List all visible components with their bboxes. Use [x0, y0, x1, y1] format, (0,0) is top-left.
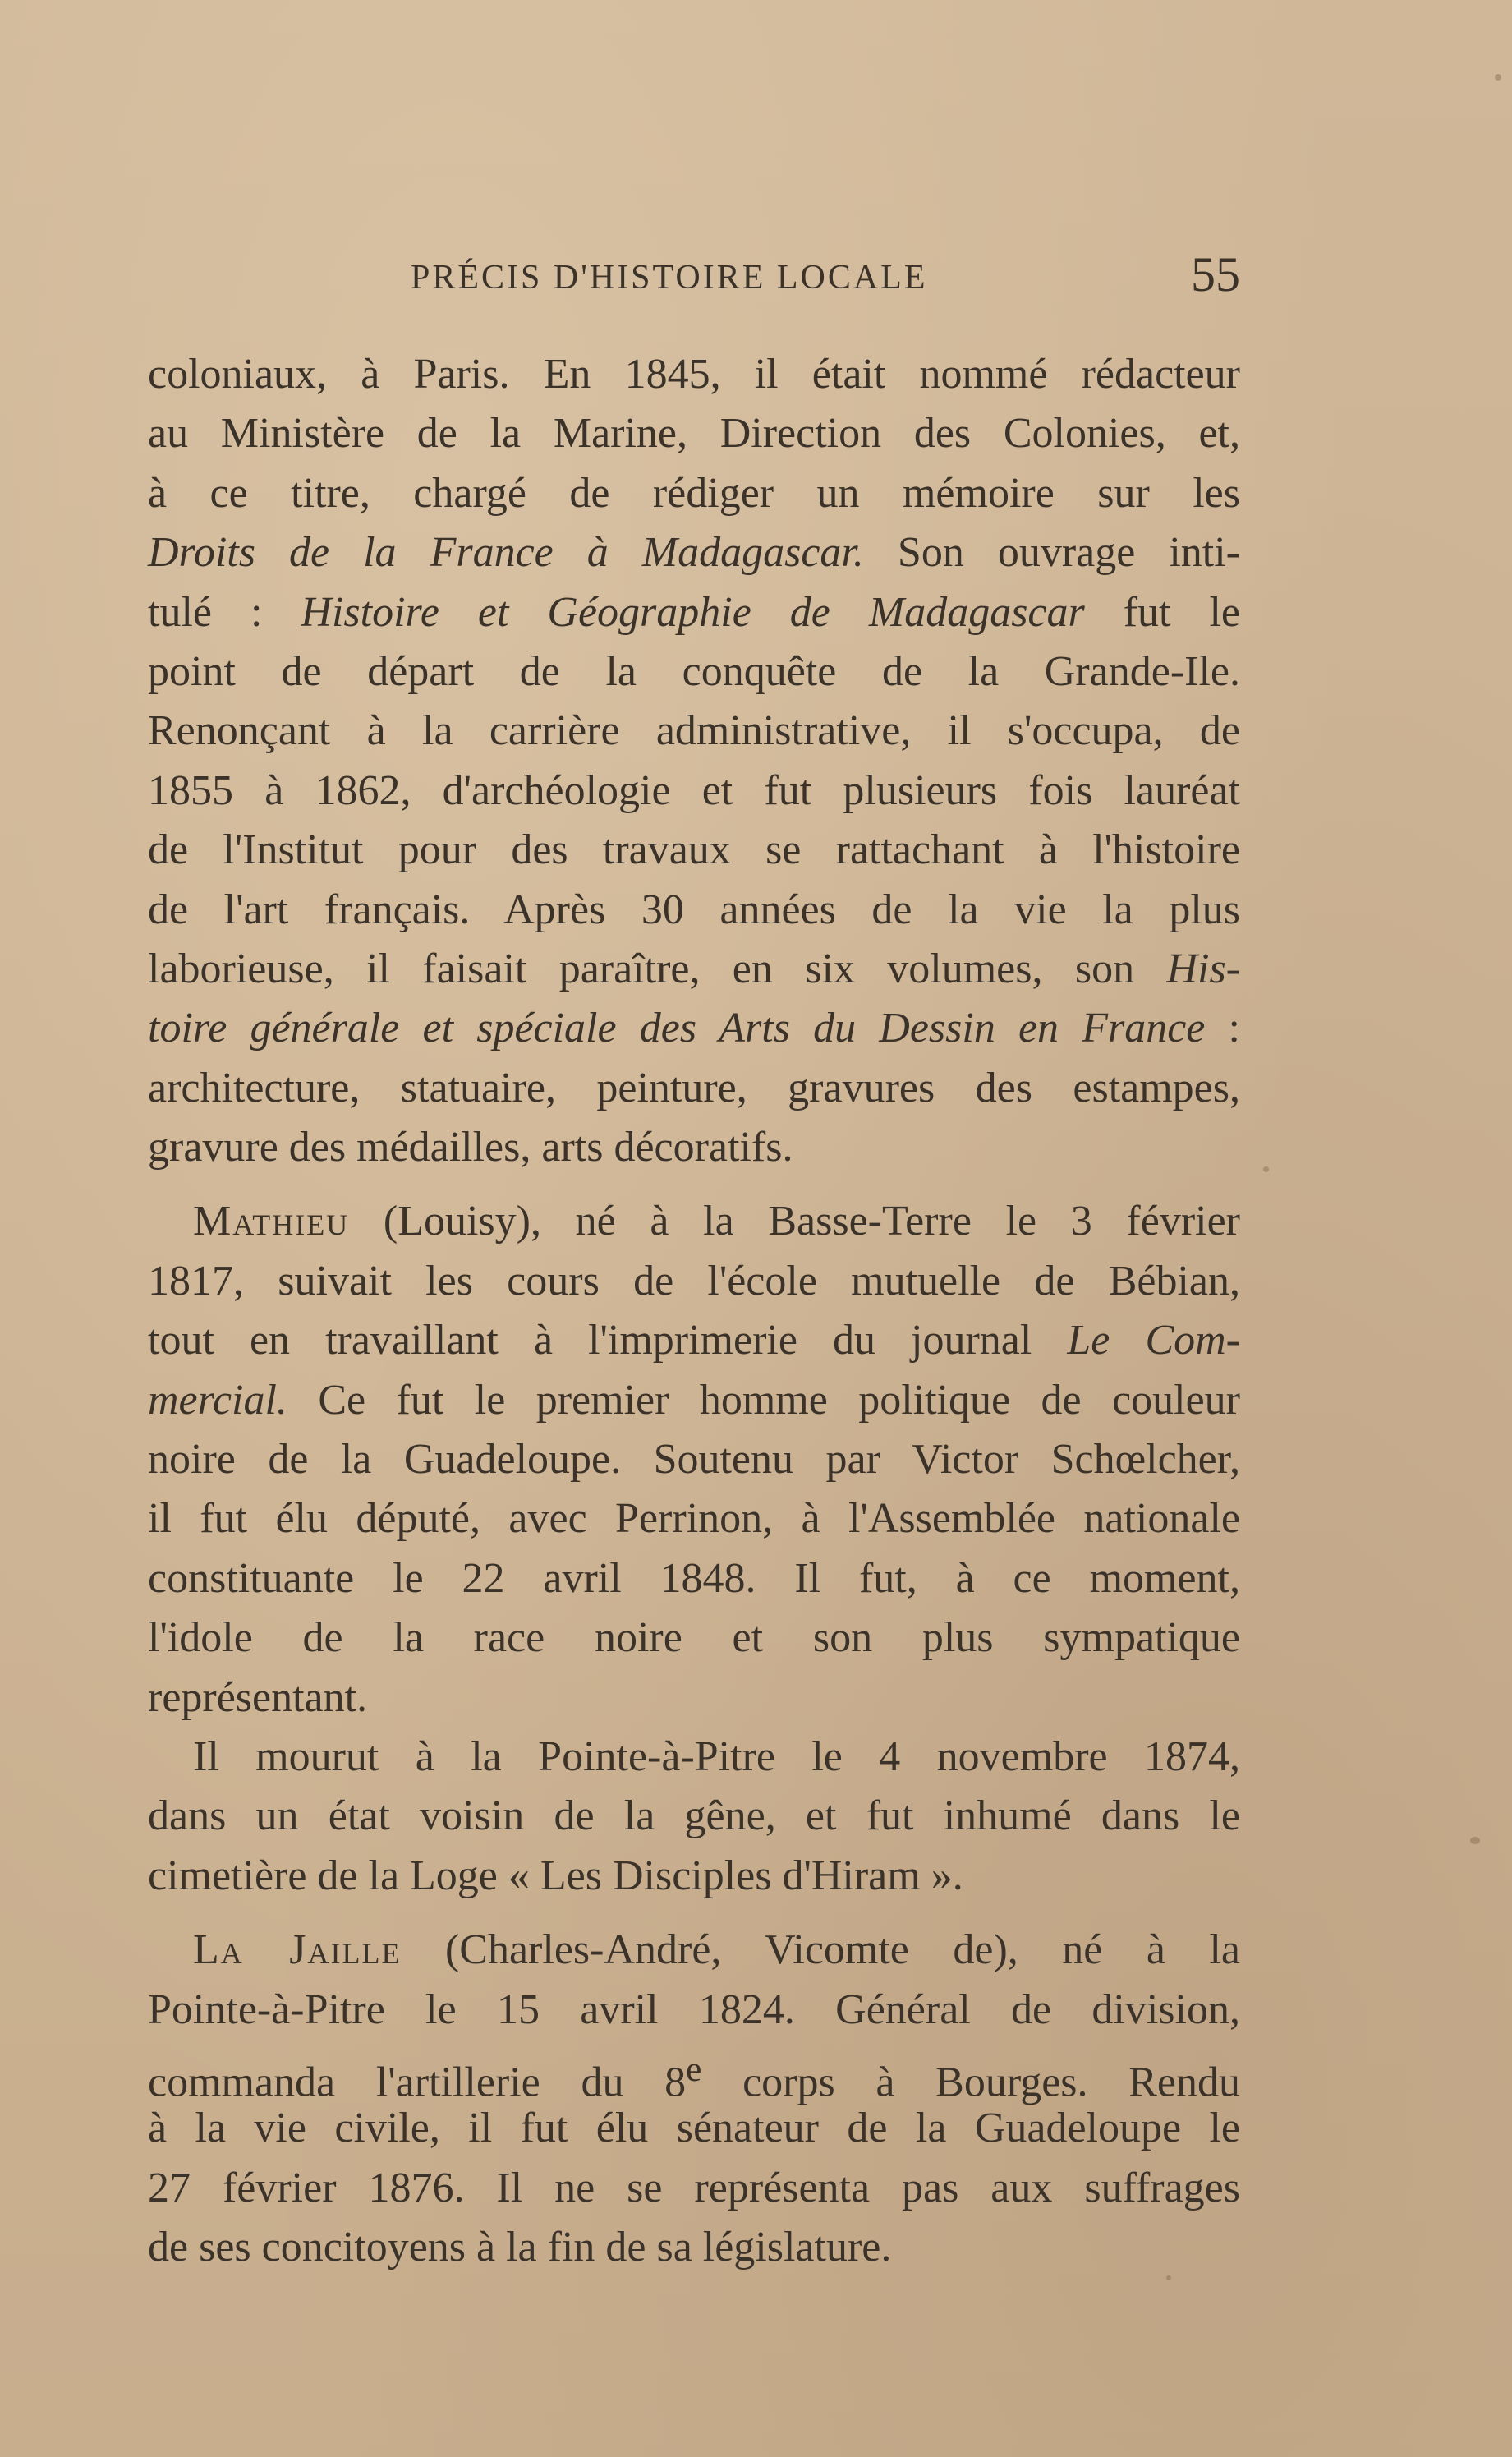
- text-line: Il mourut à la Pointe-à-Pitre le 4 novembre 1874,: [193, 1732, 1240, 1780]
- text-line: représentant.: [148, 1673, 368, 1721]
- paper-speck: [1470, 1837, 1480, 1844]
- running-title: PRÉCIS D'HISTOIRE LOCALE: [411, 259, 928, 297]
- text-line: constituante le 22 avril 1848. Il fut, à ce moment,: [148, 1554, 1240, 1602]
- text-line: noire de la Guadeloupe. Soutenu par Victor Schœlcher,: [148, 1436, 1240, 1484]
- text-line: [148, 523, 1240, 582]
- text-line: gravure des médailles, arts décoratifs.: [148, 1124, 793, 1171]
- text-fragment: fut le: [1084, 588, 1241, 636]
- text-line: à la vie civile, il fut élu sénateur de la Guadeloupe le: [148, 2105, 1240, 2152]
- body-text: [148, 345, 1240, 2278]
- paper-speck: [1495, 74, 1501, 81]
- text-line: [148, 940, 1240, 999]
- text-line: dans un état voisin de la gêne, et fut inhumé dans le: [148, 1792, 1240, 1840]
- text-fragment: (Louisy), né à la Basse-Terre le 3 février: [349, 1198, 1240, 1245]
- page-header: [148, 246, 1240, 312]
- italic-title: toire générale et spéciale des Arts du Dessin en France: [148, 1005, 1206, 1052]
- text-line: [148, 2040, 1240, 2106]
- paper-speck: [1263, 1166, 1269, 1172]
- text-fragment: tulé :: [148, 588, 301, 636]
- text-line: [148, 999, 1240, 1058]
- paragraph: [148, 1921, 1240, 2277]
- text-line: [148, 1371, 1240, 1430]
- text-line: [148, 1192, 1240, 1251]
- text-fragment: laborieuse, il faisait paraître, en six volumes, son: [148, 945, 1167, 992]
- text-fragment: Ce fut le premier homme politique de couleur: [287, 1376, 1240, 1424]
- text-line: à ce titre, chargé de rédiger un mémoire sur les: [148, 469, 1240, 517]
- text-fragment: Son ouvrage inti-: [863, 529, 1240, 577]
- text-line: cimetière de la Loge « Les Disciples d'Hiram ».: [148, 1852, 963, 1899]
- page-number: 55: [1191, 247, 1240, 301]
- text-line: au Ministère de la Marine, Direction des Colonies, et,: [148, 410, 1240, 458]
- text-line: de ses concitoyens à la fin de sa législature.: [148, 2224, 892, 2271]
- italic-title: mercial.: [148, 1376, 287, 1424]
- italic-title: Droits de la France à Madagascar.: [148, 529, 864, 577]
- text-fragment: tout en travaillant à l'imprimerie du journal: [148, 1317, 1068, 1364]
- text-fragment: corps à Bourges. Rendu: [701, 2059, 1240, 2106]
- paragraph: [148, 1192, 1240, 1728]
- text-fragment: :: [1205, 1005, 1240, 1052]
- paragraph: [148, 345, 1240, 1177]
- text-line: 1817, suivait les cours de l'école mutuelle de Bébian,: [148, 1257, 1240, 1304]
- text-line: l'idole de la race noire et son plus sympatique: [148, 1614, 1240, 1662]
- text-line: de l'art français. Après 30 années de la vie la plus: [148, 886, 1240, 933]
- text-line: de l'Institut pour des travaux se rattachant à l'histoire: [148, 826, 1240, 874]
- entry-name: Mathieu: [193, 1198, 350, 1245]
- text-line: [148, 1921, 1240, 1980]
- text-fragment: (Charles-André, Vicomte de), né à la: [401, 1926, 1240, 1974]
- text-line: 27 février 1876. Il ne se représenta pas aux suffrages: [148, 2164, 1240, 2211]
- paragraph-gap: [148, 1906, 1240, 1921]
- text-line: Renonçant à la carrière administrative, il s'occupa, de: [148, 707, 1240, 755]
- text-line: il fut élu député, avec Perrinon, à l'Assemblée nationale: [148, 1495, 1240, 1543]
- italic-title: Le Com-: [1067, 1317, 1240, 1364]
- paragraph: [148, 1728, 1240, 1906]
- text-line: 1855 à 1862, d'archéologie et fut plusieurs fois lauréat: [148, 766, 1240, 814]
- text-line: Pointe-à-Pitre le 15 avril 1824. Général de division,: [148, 1985, 1240, 2033]
- entry-name: La Jaille: [193, 1926, 402, 1974]
- text-line: point de départ de la conquête de la Grande-Ile.: [148, 647, 1240, 695]
- italic-title: His-: [1166, 945, 1240, 992]
- paragraph-gap: [148, 1177, 1240, 1192]
- text-line: coloniaux, à Paris. En 1845, il était nommé rédacteur: [148, 351, 1240, 398]
- text-line: [148, 1311, 1240, 1370]
- text-line: architecture, statuaire, peinture, gravures des estampes,: [148, 1064, 1240, 1111]
- text-fragment: commanda l'artillerie du 8: [148, 2059, 687, 2106]
- superscript: e: [686, 2049, 702, 2089]
- paper-speck: [1166, 2275, 1171, 2280]
- italic-title: Histoire et Géographie de Madagascar: [301, 588, 1085, 636]
- text-line: [148, 583, 1240, 642]
